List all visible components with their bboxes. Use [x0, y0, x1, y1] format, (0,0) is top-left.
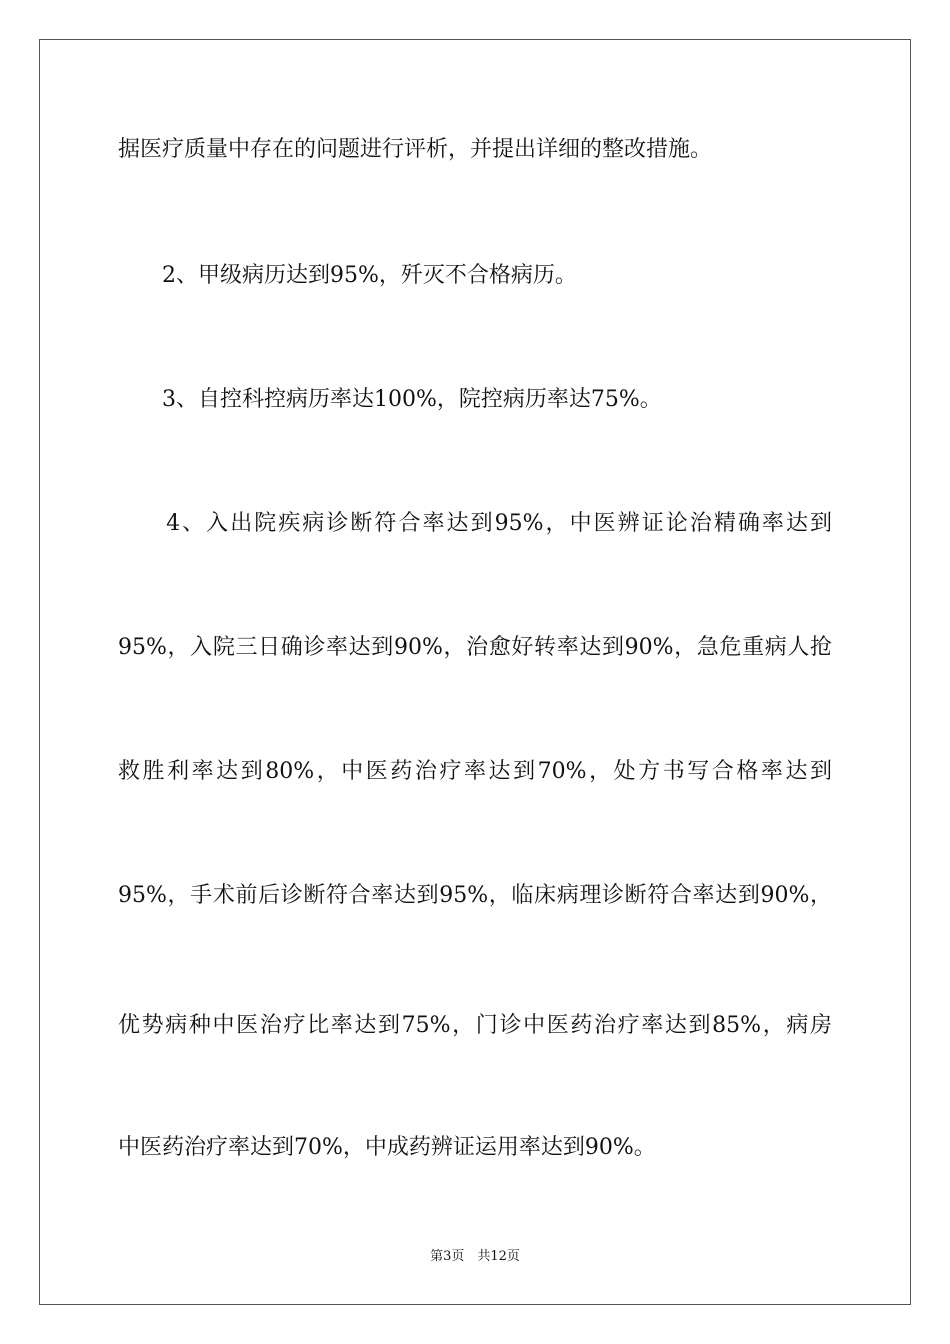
body-line-8: 优势病种中医治疗比率达到75%，门诊中医药治疗率达到85%，病房 — [118, 1013, 832, 1038]
body-line-6: 救胜利率达到80%，中医药治疗率达到70%，处方书写合格率达到 — [118, 759, 832, 784]
body-line-5: 95%，入院三日确诊率达到90%，治愈好转率达到90%，急危重病人抢 — [118, 635, 832, 660]
body-line-2: 2、甲级病历达到95%，歼灭不合格病历。 — [118, 263, 577, 288]
page-border — [39, 39, 911, 1305]
body-line-7: 95%，手术前后诊断符合率达到95%，临床病理诊断符合率达到90%， — [118, 883, 832, 908]
body-line-1: 据医疗质量中存在的问题进行评析，并提出详细的整改措施。 — [118, 137, 713, 162]
page-number-footer: 第3页 共12页 — [430, 1249, 520, 1264]
body-line-9: 中医药治疗率达到70%，中成药辨证运用率达到90%。 — [118, 1135, 656, 1160]
body-line-3: 3、自控科控病历率达100%，院控病历率达75%。 — [118, 387, 662, 412]
body-line-4: 4、入出院疾病诊断符合率达到95%，中医辨证论治精确率达到 — [118, 511, 832, 536]
